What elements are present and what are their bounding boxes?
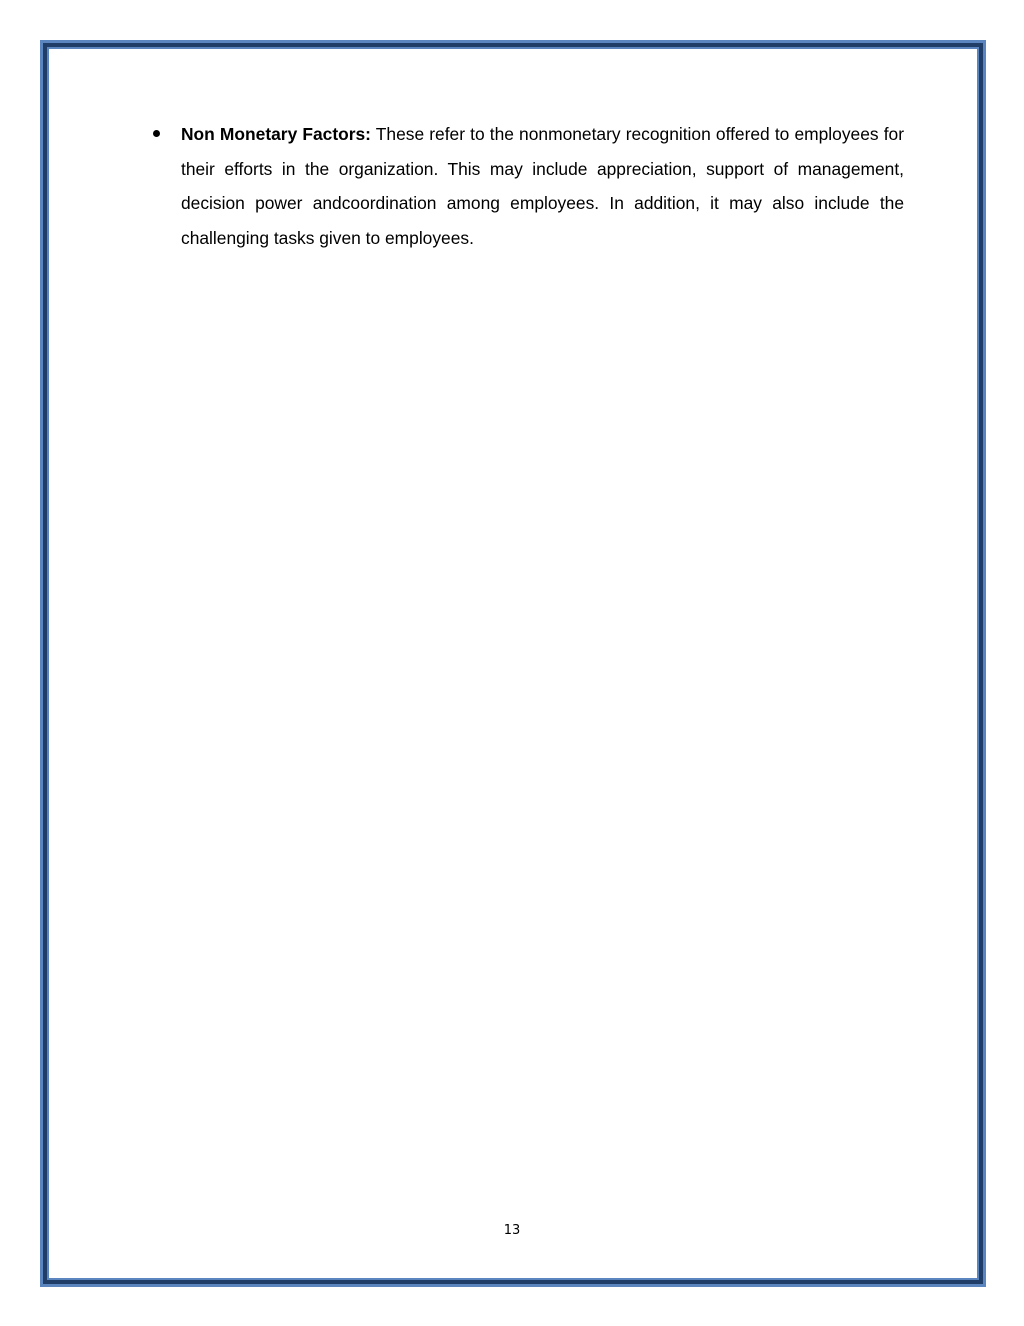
bullet-icon <box>153 130 160 137</box>
bullet-paragraph <box>181 117 904 255</box>
bullet-list-item <box>150 117 904 255</box>
bullet-term: Non Monetary Factors: <box>181 124 371 144</box>
bullet-body-text: These refer to the nonmonetary recognition offered to employees for their efforts in the organization. This may include appreciation, support of management, decision power andcoordination among employees. In addition, it may also include the challenging tasks given to employees. <box>181 124 904 248</box>
page-number: 13 <box>503 1223 521 1238</box>
